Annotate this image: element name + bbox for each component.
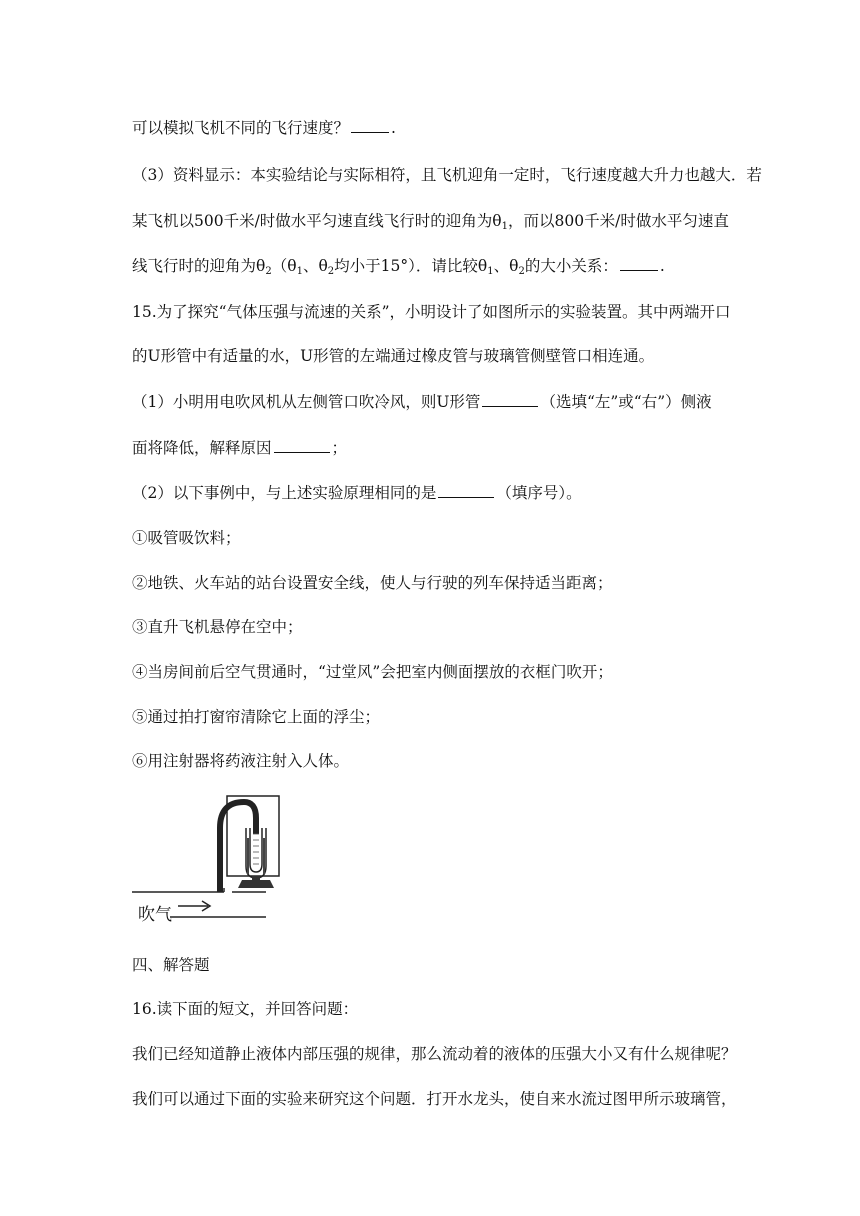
text: （θ	[271, 257, 297, 275]
text: 线飞行时的迎角为θ	[132, 257, 266, 275]
text-line	[132, 483, 820, 503]
text-line: 我们已经知道静止液体内部压强的规律，那么流动着的液体的压强大小又有什么规律呢？	[132, 1045, 737, 1063]
subscript: 2	[265, 266, 272, 277]
text: .	[391, 119, 396, 137]
subscript: 1	[296, 266, 303, 277]
list-item: ①吸管吸饮料；	[132, 529, 241, 547]
text-line	[132, 211, 820, 237]
list-item: ②地铁、火车站的站台设置安全线，使人与行驶的列车保持适当距离；	[132, 574, 613, 592]
subscript: 1	[501, 221, 509, 232]
section-heading: 四、解答题	[132, 956, 210, 974]
text: （填序号）。	[496, 484, 582, 502]
answer-blank	[620, 256, 658, 271]
answer-blank	[438, 483, 494, 498]
text-line	[132, 256, 820, 282]
text: 某飞机以500千米/时做水平匀速直线飞行时的迎角为θ	[132, 212, 502, 230]
text: （2）以下事例中，与上述实验原理相同的是	[132, 484, 437, 502]
text-line	[132, 438, 820, 458]
answer-blank	[351, 118, 389, 133]
subscript: 2	[518, 266, 525, 277]
experiment-figure	[132, 788, 292, 933]
subscript: 2	[327, 266, 335, 277]
text-line: （3）资料显示：本实验结论与实际相符，且飞机迎角一定时，飞行速度越大升力也越大．若	[132, 166, 762, 184]
text-line: 我们可以通过下面的实验来研究这个问题．打开水龙头，使自来水流过图甲所示玻璃管，	[132, 1090, 737, 1108]
list-item: ④当房间前后空气贯通时，“过堂风”会把室内侧面摆放的衣框门吹开；	[132, 663, 613, 681]
text: 的大小关系：	[524, 257, 618, 275]
text: （选填“左”或“右”）侧液	[540, 393, 712, 411]
text-line: 16.读下面的短文，并回答问题：	[132, 1000, 359, 1018]
text: 可以模拟飞机不同的飞行速度？	[132, 119, 350, 137]
subscript: 1	[487, 266, 494, 277]
text-line	[132, 118, 820, 138]
figure-label: 吹气	[138, 905, 172, 925]
list-item: ⑤通过拍打窗帘清除它上面的浮尘；	[132, 708, 381, 726]
answer-blank	[482, 392, 538, 407]
text: .	[659, 257, 665, 275]
text: 面将降低，解释原因	[132, 439, 272, 457]
text: 、θ	[302, 257, 328, 275]
text-line: 的U形管中有适量的水，U形管的左端通过橡皮管与玻璃管侧壁管口相连通。	[132, 347, 655, 365]
text-line	[132, 392, 820, 412]
text: ，而以800千米/时做水平匀速直	[508, 212, 729, 230]
text: 均小于15°）．请比较θ	[334, 257, 488, 275]
list-item: ③直升飞机悬停在空中；	[132, 618, 303, 636]
text-line: 15.为了探究“气体压强与流速的关系”，小明设计了如图所示的实验装置。其中两端开口	[132, 303, 731, 321]
text: （1）小明用电吹风机从左侧管口吹冷风，则U形管	[132, 393, 481, 411]
list-item: ⑥用注射器将药液注射入人体。	[132, 752, 350, 770]
answer-blank	[274, 438, 330, 453]
text: ；	[331, 439, 348, 457]
text: 、θ	[493, 257, 519, 275]
